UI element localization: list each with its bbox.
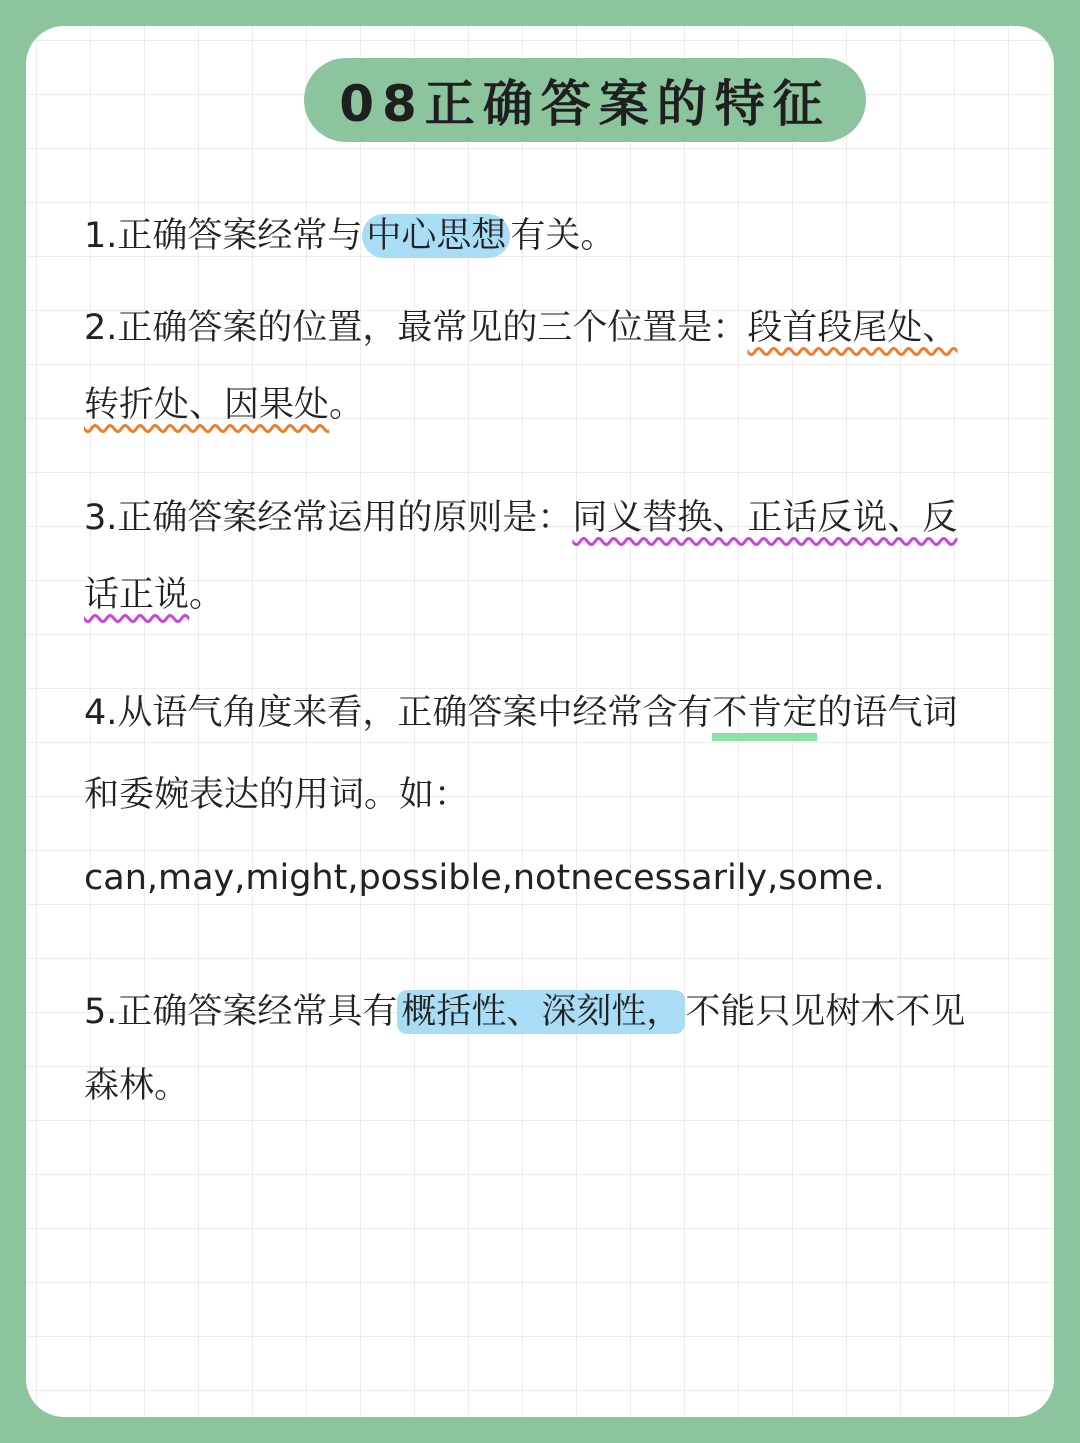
item-3-text-end: 。 [189, 575, 225, 615]
item-1-highlight: 中心思想 [362, 214, 510, 258]
item-4-text: 4.从语气角度来看，正确答案中经常含有 [84, 693, 713, 733]
item-2-underlined-2: 转折处、因果处 [84, 385, 330, 425]
item-4-underlined: 不肯定 [712, 693, 817, 741]
item-5-text: 5.正确答案经常具有 [84, 992, 398, 1032]
item-3-line-2 [84, 570, 224, 620]
item-3-underlined-2: 话正说 [84, 575, 190, 615]
item-4-examples: can,may,might,possible,notnecessarily,some. [84, 858, 885, 898]
item-5-text-end: 不能只见树木不见 [685, 992, 966, 1032]
item-2-line-2 [84, 380, 364, 430]
item-4-line-2: 和委婉表达的用词。如： [84, 775, 470, 815]
page-title: 08正确答案的特征 [304, 58, 866, 142]
item-2-text: 2.正确答案的位置，最常见的三个位置是： [84, 308, 748, 348]
item-3-line-1 [84, 493, 957, 543]
item-2-text-end: 。 [329, 385, 365, 425]
item-1-text: 1.正确答案经常与 [84, 216, 363, 256]
item-5-line-1 [84, 987, 965, 1037]
item-2-line-1 [84, 303, 957, 353]
item-4-text-end: 的语气词 [817, 693, 958, 733]
item-4-line-1 [84, 688, 957, 738]
item-1 [84, 211, 615, 261]
item-2-underlined-1: 段首段尾处、 [747, 308, 958, 348]
item-5-highlight: 概括性、深刻性， [397, 990, 685, 1034]
item-5-line-2: 森林。 [84, 1066, 190, 1106]
item-1-text-end: 有关。 [510, 216, 616, 256]
item-3-underlined-1: 同义替换、正话反说、反 [572, 498, 958, 538]
item-3-text: 3.正确答案经常运用的原则是： [84, 498, 573, 538]
